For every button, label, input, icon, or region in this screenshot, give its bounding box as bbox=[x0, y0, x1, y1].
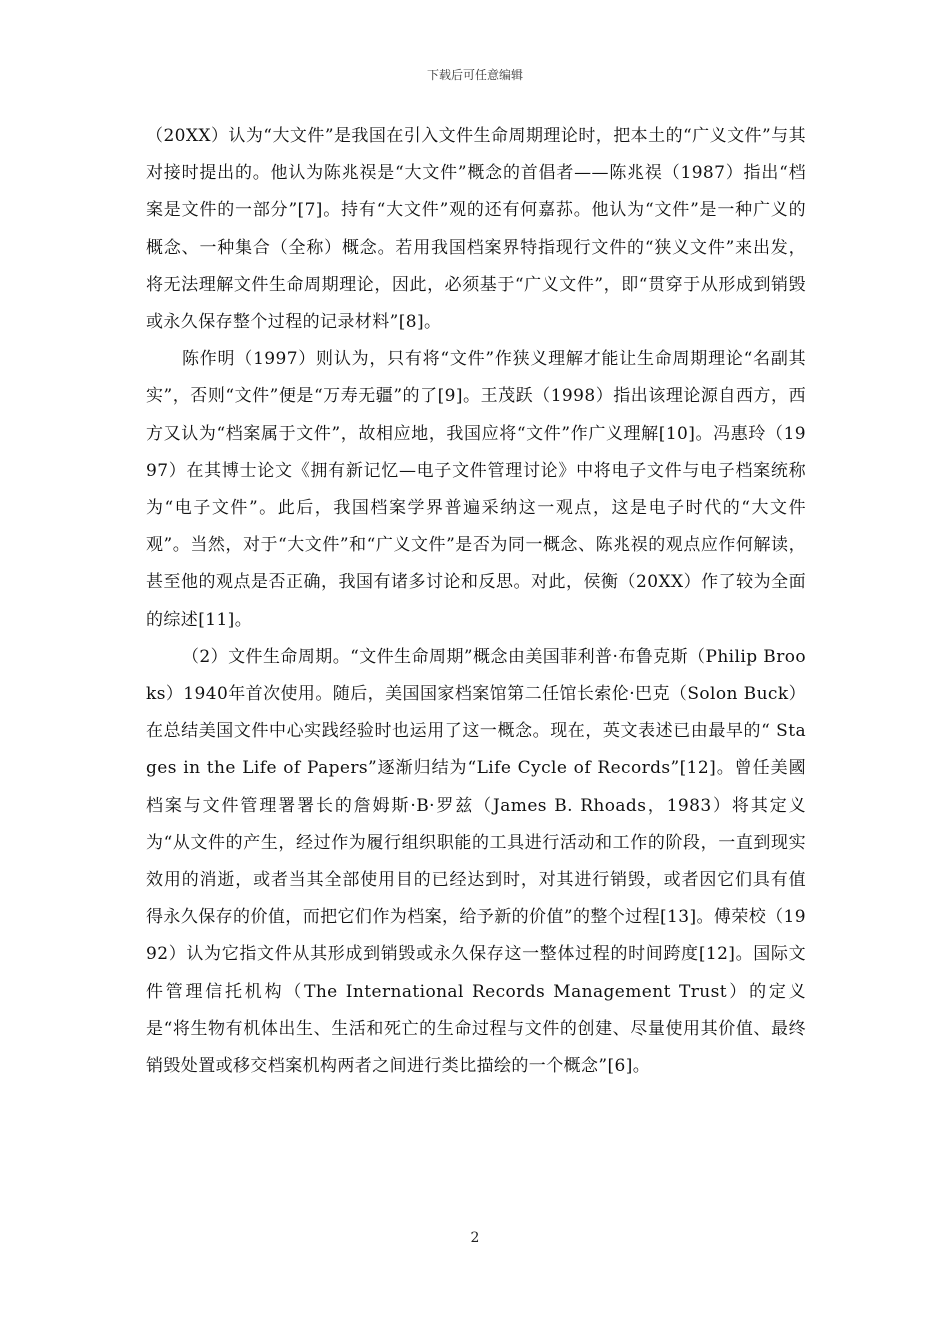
page-header: 下载后可任意编辑 bbox=[426, 68, 523, 82]
document-body bbox=[146, 118, 806, 1085]
page-number: 2 bbox=[470, 1230, 480, 1246]
paragraph-continued: （20XX）认为“大文件”是我国在引入文件生命周期理论时，把本土的“广义文件”与其对接时提出的。他认为陈兆祦是“大文件”概念的首倡者——陈兆祦（1987）指出“档案是文件的一部分”[7]。持有“大文件”观的还有何嘉荪。他认为“文件”是一种广义的概念、一种集合（全称）概念。若用我国档案界特指现行文件的“狭义文件”来出发，将无法理解文件生命周期理论，因此，必须基于“广义文件”，即“贯穿于从形成到销毁或永久保存整个过程的记录材料”[8]。 bbox=[146, 126, 806, 333]
paragraph-chen-zuoming: 陈作明（1997）则认为，只有将“文件”作狭义理解才能让生命周期理论“名副其实”，否则“文件”便是“万寿无疆”的了[9]。王茂跃（1998）指出该理论源自西方，西方又认为“档案属于文件”，故相应地，我国应将“文件”作广义理解[10]。冯惠玲（1997）在其博士论文《拥有新记忆—电子文件管理讨论》中将电子文件与电子档案统称为“电子文件”。此后，我国档案学界普遍采纳这一观点，这是电子时代的“大文件观”。当然，对于“大文件”和“广义文件”是否为同一概念、陈兆祦的观点应作何解读，甚至他的观点是否正确，我国有诸多讨论和反思。对此，侯衡（20XX）作了较为全面的综述[11]。 bbox=[146, 349, 806, 630]
paragraph-records-life-cycle: （2）文件生命周期。“文件生命周期”概念由美国菲利普·布鲁克斯（Philip Brooks）1940年首次使用。随后，美国国家档案馆第二任馆长索伦·巴克（Solon Buck）在总结美国文件中心实践经验时也运用了这一概念。现在，英文表述已由最早的“ Stages in the Life of Papers”逐渐归结为“Life Cycle of Records”[12]。曾任美國档案与文件管理署署长的詹姆斯·B·罗兹（James B. Rhoads，1983）将其定义为“从文件的产生，经过作为履行组织职能的工具进行活动和工作的阶段，一直到现实效用的消逝，或者当其全部使用目的已经达到时，对其进行销毁，或者因它们具有值得永久保存的价值，而把它们作为档案，给予新的价值”的整个过程[13]。傅荣校（1992）认为它指文件从其形成到销毁或永久保存这一整体过程的时间跨度[12]。国际文件管理信托机构（The International Records Management Trust）的定义是“将生物有机体出生、生活和死亡的生命过程与文件的创建、尽量使用其价值、最终销毁处置或移交档案机构两者之间进行类比描绘的一个概念”[6]。 bbox=[146, 646, 806, 1077]
